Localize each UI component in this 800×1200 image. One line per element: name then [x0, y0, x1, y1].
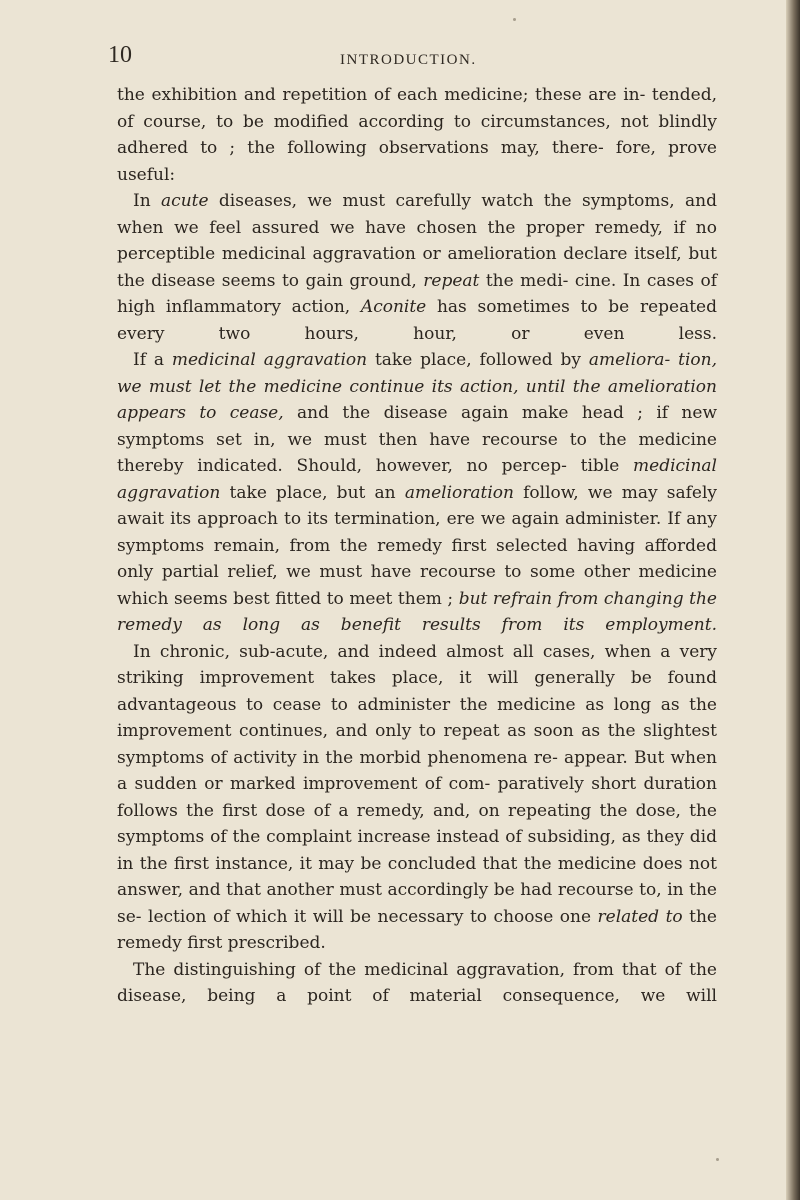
italic-text: medicinal aggravation — [171, 350, 368, 370]
paper-speck — [716, 1158, 719, 1161]
page-header — [108, 42, 728, 76]
italic-text: acute — [161, 191, 209, 211]
paragraph-5 — [117, 957, 717, 1010]
text-run: take place, but an — [220, 482, 405, 503]
text-run: diseases, we must carefully watch the symptoms, and when we feel assured we have chosen the proper remedy, if no perceptible medicinal aggravation or amelioration declare itself, but the disease seems to gain ground, — [117, 191, 717, 291]
page-binding-edge — [786, 0, 800, 1200]
text-run: If a — [133, 350, 172, 370]
body-text — [117, 82, 717, 1010]
running-head: INTRODUCTION. — [340, 52, 477, 68]
text-run: follow, we may safely await its approach to its termination, ere we again administer. If any symptoms remain, from the remedy first selected having afforded only partial relief, we must have recourse to some other medicine which seems best fitted to meet them ; — [117, 482, 717, 609]
paragraph-4 — [117, 639, 717, 957]
text-run: the medi- cine. In cases of high inflammatory action, — [117, 270, 717, 317]
italic-text: but refrain from changing the remedy as long as benefit results from its employment. — [117, 588, 717, 635]
text-run: In chronic, sub-acute, and indeed almost all cases, when a very striking improvement takes place, it will generally be found advantageous to cease to administer the medicine as long as the improvement continues, and only to repeat as soon as the slightest symptoms of activity in the morbid phenomena re- appear. But when a sudden or marked improvement of com- paratively short duration follows the first dose of a remedy, and, on repeating the dose, the symptoms of the complaint increase instead of subsiding, as they did in the first instance, it may be concluded that the medicine does not answer, and that another must accordingly be had recourse to, in the se- lection of which it will be necessary to choose one — [117, 641, 717, 927]
text-run: and the disease again make head ; if new symptoms set in, we must then have recourse to the medicine thereby indicated. Should, however, no percep- tible — [117, 403, 717, 476]
paragraph-3 — [117, 347, 717, 639]
text-run: the remedy first prescribed. — [117, 906, 717, 953]
text-run: has sometimes to be repeated every two hours, hour, or even less. — [117, 297, 717, 344]
italic-text: related to — [597, 906, 683, 927]
text-run: The distinguishing of the medicinal aggravation, from that of the disease, being a point of material consequence, we will — [117, 959, 717, 1006]
text-run: take place, followed by — [367, 350, 589, 370]
italic-text: Aconite — [360, 297, 427, 317]
text-run: In — [133, 191, 162, 211]
paragraph-1 — [117, 82, 717, 188]
italic-text: ameliora- tion, we must let the medicine continue its action, until the amelioration appears to cease, — [117, 350, 717, 423]
text-run: the exhibition and repetition of each medicine; these are in- tended, of course, to be modified according to circumstances, not blindly adhered to ; the following observations may, there- fore, prove useful: — [117, 85, 717, 185]
italic-text: amelioration — [404, 482, 514, 503]
paper-speck — [513, 18, 516, 21]
page-number: 10 — [108, 42, 132, 68]
italic-text: repeat — [423, 270, 480, 291]
paragraph-2 — [117, 188, 717, 347]
italic-text: medicinal aggravation — [117, 456, 717, 503]
